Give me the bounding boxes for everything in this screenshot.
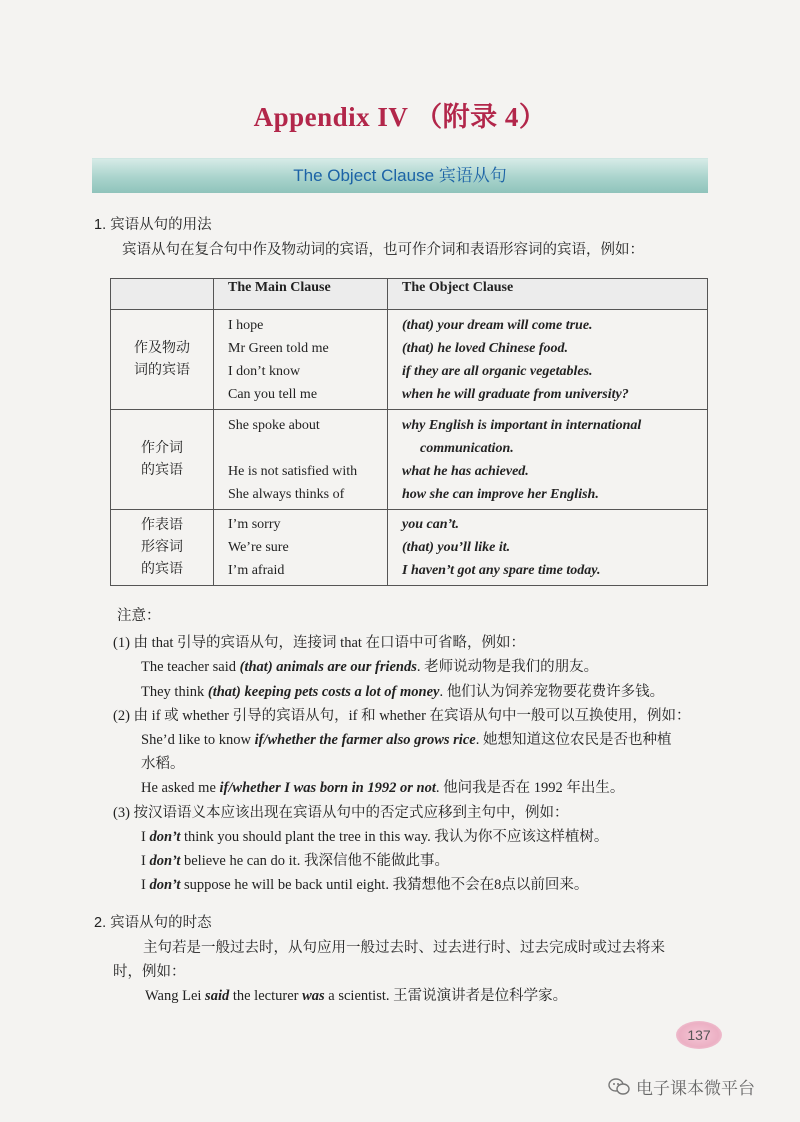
- category-cell: [111, 410, 214, 510]
- example: [141, 657, 598, 677]
- example-text: the lecturer: [229, 988, 303, 1004]
- note-1: [113, 633, 525, 653]
- main-clause-cell: [214, 410, 388, 510]
- object-clause-cell: [388, 310, 708, 410]
- clause-table: [110, 278, 708, 586]
- object-clause: (that) he loved Chinese food.: [402, 341, 569, 356]
- example-emphasis: if/whether the farmer also grows rice: [254, 732, 476, 748]
- category-text: 的宾语: [141, 462, 183, 478]
- example: [141, 827, 608, 847]
- object-clause: why English is important in international: [402, 418, 642, 433]
- example-text: They think: [141, 684, 208, 700]
- table-row: [111, 410, 708, 510]
- note-text: 由 if 或 whether 引导的宾语从句，if 和 whether 在宾语从句中一般可以互换使用，例如：: [133, 708, 691, 724]
- main-clause: She spoke about: [228, 418, 320, 433]
- wechat-icon: [608, 1078, 630, 1101]
- note-text: 由 that 引导的宾语从句，连接词 that 在口语中可省略，例如：: [133, 635, 526, 651]
- example-text: I: [141, 853, 150, 869]
- category-text: 作及物动: [134, 340, 190, 356]
- main-clause: I’m afraid: [228, 563, 285, 578]
- category-text: 形容词: [141, 539, 183, 555]
- example-text: believe he can do it. 我深信他不能做此事。: [180, 853, 449, 869]
- banner-title: The Object Clause 宾语从句: [293, 166, 507, 185]
- section2-heading: 2. 宾语从句的时态: [94, 915, 212, 931]
- example: [141, 682, 664, 702]
- table-header: The Main Clause: [214, 279, 388, 310]
- main-clause-cell: [214, 310, 388, 410]
- category-text: 词的宾语: [134, 362, 190, 378]
- object-clause: you can’t.: [402, 517, 460, 532]
- section1-heading: 1. 宾语从句的用法: [94, 217, 212, 233]
- main-clause: She always thinks of: [228, 487, 345, 502]
- category-text: 作表语: [141, 517, 183, 533]
- object-clause: if they are all organic vegetables.: [402, 364, 593, 379]
- object-clause: (that) your dream will come true.: [402, 318, 593, 333]
- category-cell: [111, 310, 214, 410]
- note-3: [113, 803, 569, 823]
- section2-text: 主句若是一般过去时，从句应用一般过去时、过去进行时、过去完成时或过去将来: [143, 940, 665, 956]
- table-header-row: [111, 279, 708, 310]
- example-text: He asked me: [141, 780, 220, 796]
- table-row: [111, 310, 708, 410]
- example-text: The teacher said: [141, 659, 240, 675]
- example-emphasis: said: [205, 988, 230, 1004]
- example-text: She’d like to know: [141, 732, 255, 748]
- example-text: I: [141, 829, 150, 845]
- example: [145, 986, 567, 1006]
- example: [141, 778, 624, 798]
- example-emphasis: was: [302, 988, 325, 1004]
- example-emphasis: don’t: [149, 853, 181, 869]
- object-clause-cell: [388, 510, 708, 586]
- example: [141, 875, 588, 895]
- category-text: 的宾语: [141, 561, 183, 577]
- category-text: 作介词: [141, 440, 183, 456]
- watermark: [608, 1074, 755, 1101]
- example-text: a scientist. 王雷说演讲者是位科学家。: [324, 988, 568, 1004]
- category-cell: [111, 510, 214, 586]
- main-clause: Mr Green told me: [228, 341, 329, 356]
- main-clause: Can you tell me: [228, 387, 318, 402]
- note-marker: (2): [113, 708, 130, 724]
- object-clause: communication.: [420, 441, 514, 456]
- page-title: Appendix IV （附录 4）: [253, 102, 547, 132]
- note-marker: (1): [113, 635, 130, 651]
- note-2: [113, 706, 691, 726]
- object-clause: I haven’t got any spare time today.: [402, 563, 601, 578]
- main-clause: We’re sure: [228, 540, 289, 555]
- example-text: Wang Lei: [145, 988, 206, 1004]
- example-text: . 老师说动物是我们的朋友。: [416, 659, 599, 675]
- example-continuation: 水稻。: [141, 756, 185, 772]
- example-emphasis: (that) keeping pets costs a lot of money: [207, 684, 440, 700]
- example-text: think you should plant the tree in this way. 我认为你不应该这样植树。: [180, 829, 609, 845]
- example-text: I: [141, 877, 150, 893]
- object-clause: (that) you’ll like it.: [402, 540, 511, 555]
- main-clause-cell: [214, 510, 388, 586]
- object-clause-cell: [388, 410, 708, 510]
- main-clause: [228, 437, 386, 460]
- watermark-text: 电子课本微平台: [636, 1079, 755, 1099]
- object-clause: how she can improve her English.: [402, 487, 599, 502]
- example-emphasis: don’t: [149, 877, 181, 893]
- example-emphasis: don’t: [149, 829, 181, 845]
- example: [141, 730, 671, 750]
- example-text: . 他们认为饲养宠物要花费许多钱。: [439, 684, 665, 700]
- table-header: The Object Clause: [388, 279, 708, 310]
- note-text: 按汉语语义本应该出现在宾语从句中的否定式应移到主句中，例如：: [133, 805, 569, 821]
- main-clause: I don’t know: [228, 364, 301, 379]
- main-clause: I’m sorry: [228, 517, 281, 532]
- section2-text: 时，例如：: [113, 964, 186, 980]
- section1-intro: 宾语从句在复合句中作及物动词的宾语，也可作介词和表语形容词的宾语，例如：: [122, 242, 644, 258]
- example-emphasis: (that) animals are our friends: [239, 659, 417, 675]
- main-clause: He is not satisfied with: [228, 464, 358, 479]
- example-text: . 她想知道这位农民是否也种植: [475, 732, 672, 748]
- example-text: . 他问我是否在 1992 年出生。: [435, 780, 625, 796]
- note-marker: (3): [113, 805, 130, 821]
- example-emphasis: if/whether I was born in 1992 or not: [219, 780, 436, 796]
- table-row: [111, 510, 708, 586]
- section-banner: [92, 158, 708, 193]
- object-clause: what he has achieved.: [402, 464, 529, 479]
- object-clause: when he will graduate from university?: [402, 387, 629, 402]
- notes-label: 注意：: [117, 608, 161, 624]
- example: [141, 851, 449, 871]
- main-clause: I hope: [228, 318, 264, 333]
- example-text: suppose he will be back until eight. 我猜想他不会在8点以前回来。: [180, 877, 589, 893]
- table-header: [111, 279, 214, 310]
- page-number: 137: [676, 1021, 722, 1049]
